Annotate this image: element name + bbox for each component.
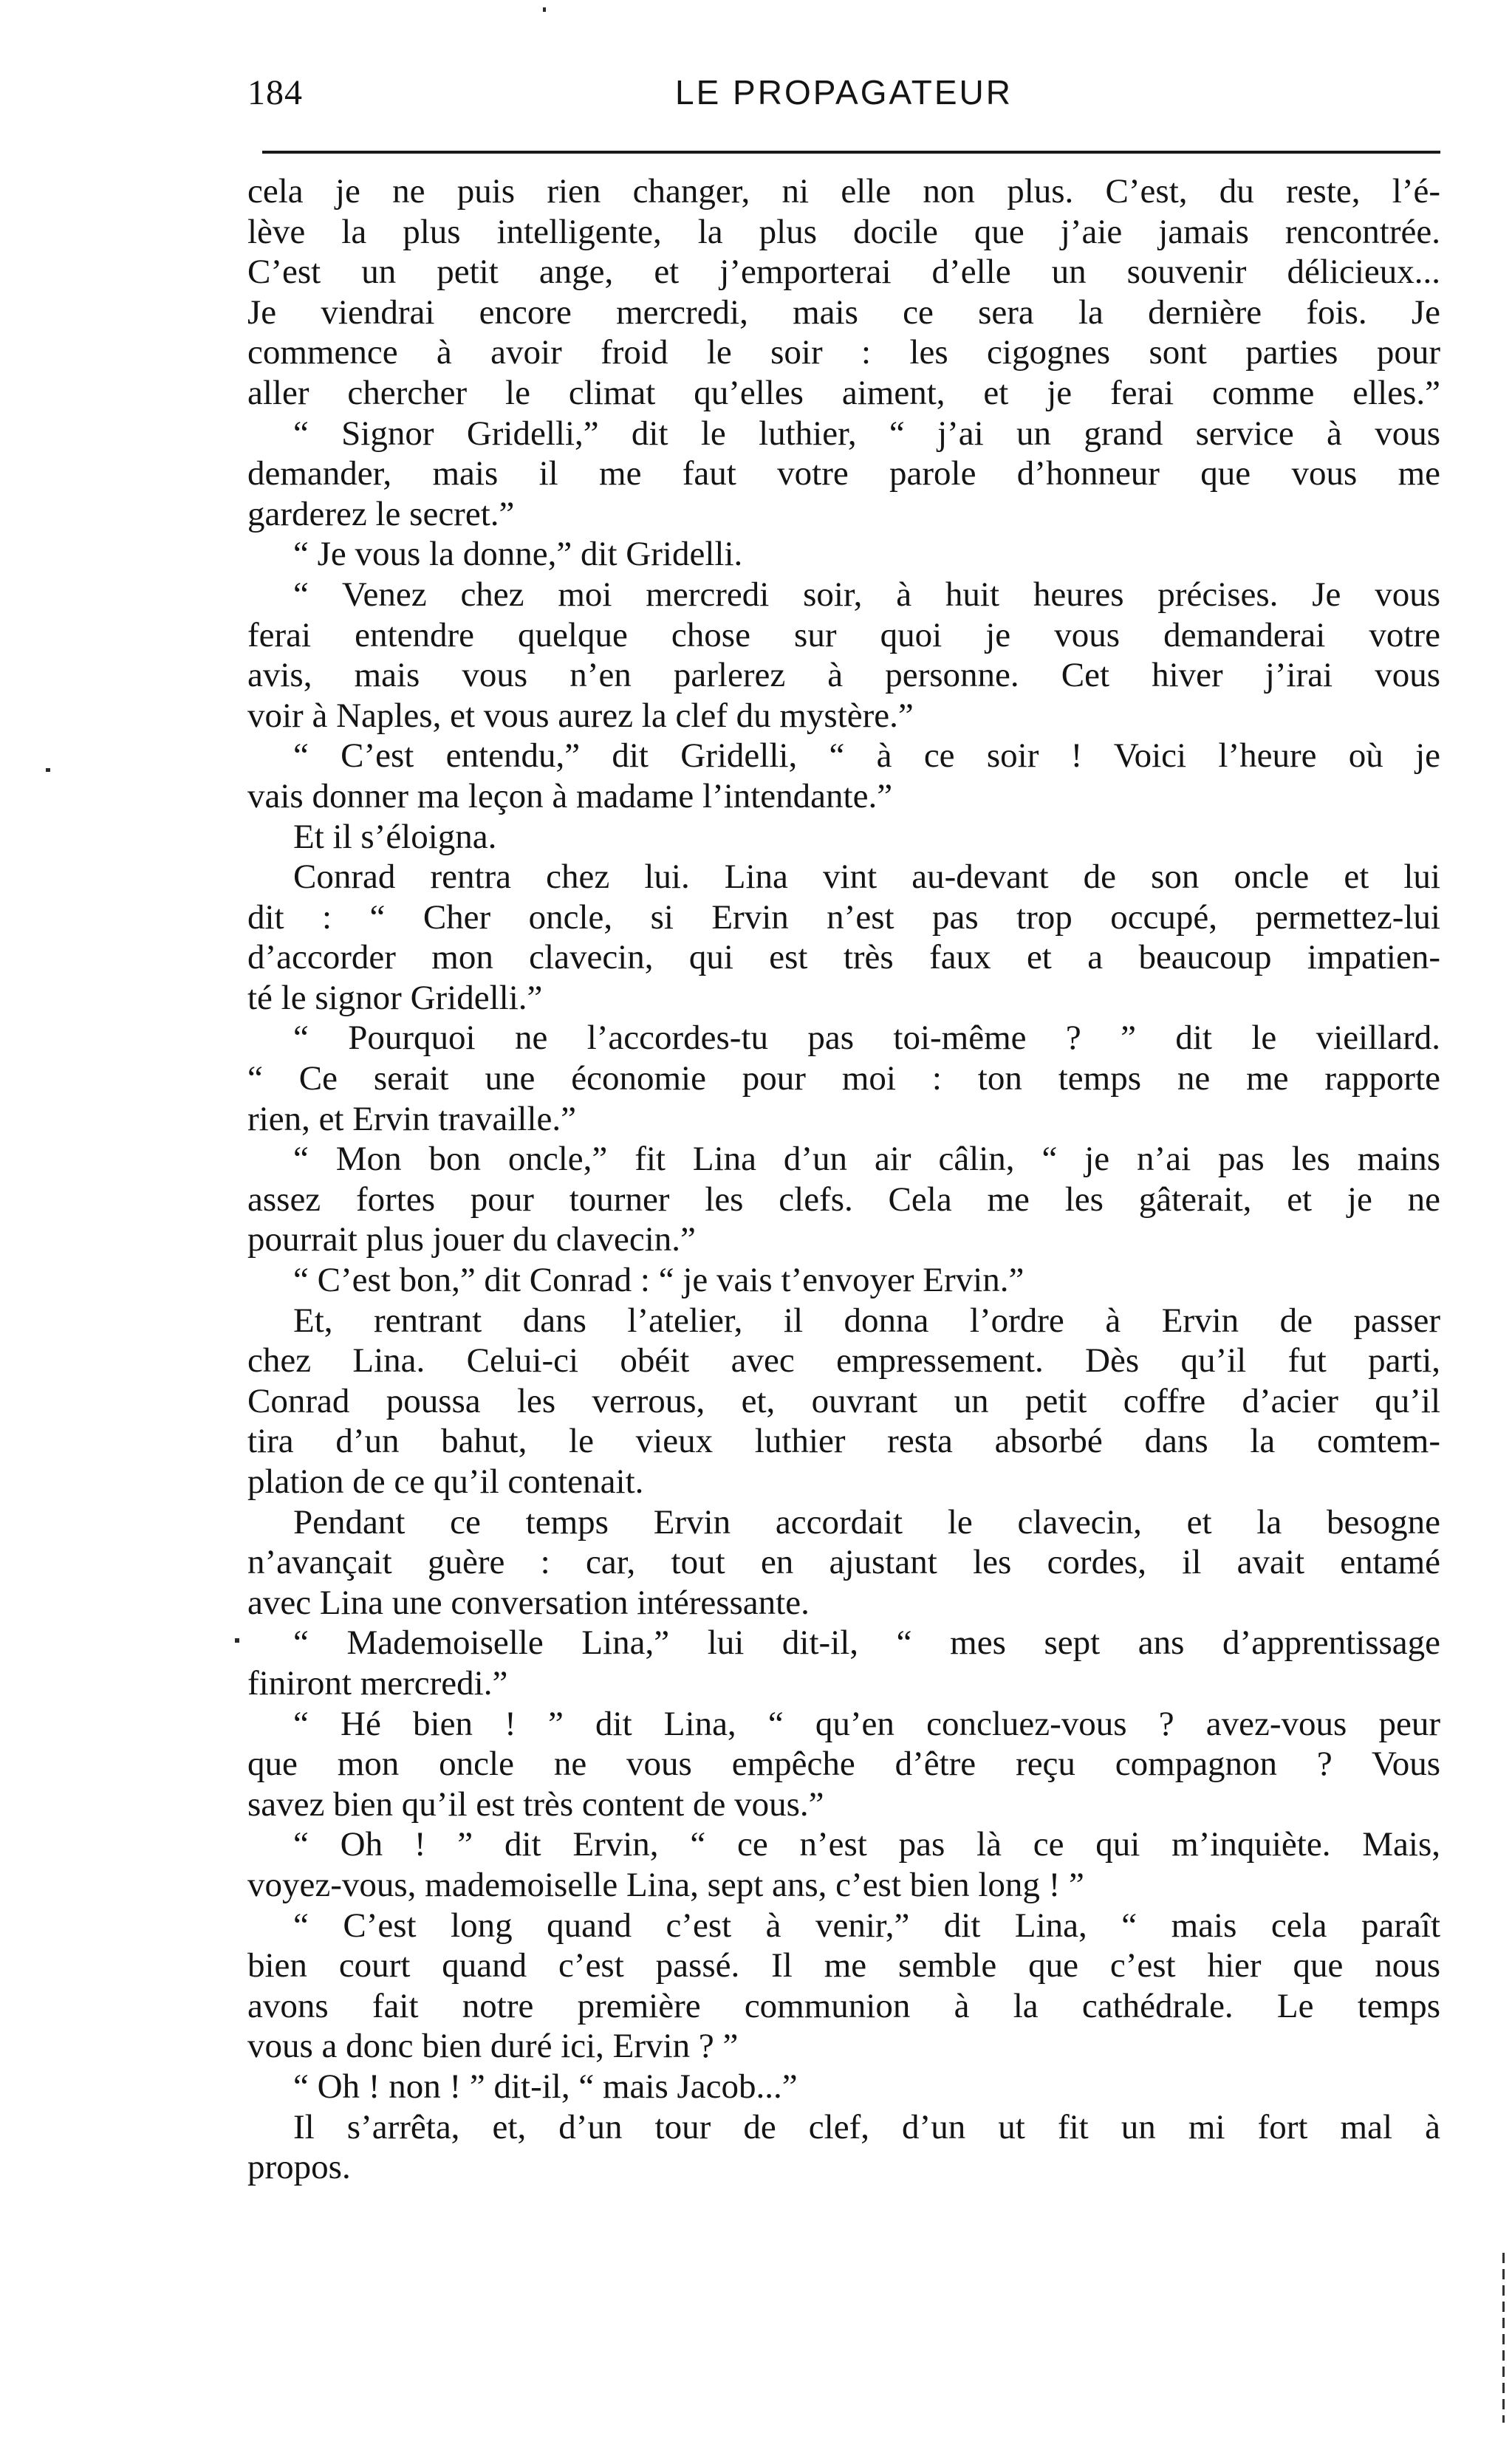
text-line: avons fait notre première communion à la cathédrale. Le temps <box>247 1986 1440 2025</box>
text-line: “ Ce serait une économie pour moi : ton temps ne me rapporte <box>247 1059 1440 1098</box>
text-line: propos. <box>247 2148 351 2187</box>
text-line: tira d’un bahut, le vieux luthier resta absorbé dans la comtem- <box>247 1422 1440 1461</box>
text-line: vous a donc bien duré ici, Ervin ? ” <box>247 2027 739 2066</box>
text-line: “ Je vous la donne,” dit Gridelli. <box>293 535 743 574</box>
text-line: bien court quand c’est passé. Il me semble que c’est hier que nous <box>247 1946 1440 1985</box>
text-line: Conrad rentra chez lui. Lina vint au-devant de son oncle et lui <box>293 858 1440 897</box>
text-line: plation de ce qu’il contenait. <box>247 1462 644 1501</box>
text-line: té le signor Gridelli.” <box>247 978 543 1017</box>
text-line: vais donner ma leçon à madame l’intendante.” <box>247 776 893 815</box>
text-line: Il s’arrêta, et, d’un tour de clef, d’un ut fit un mi fort mal à <box>293 2107 1440 2146</box>
text-line: avis, mais vous n’en parlerez à personne. Cet hiver j’irai vous <box>247 656 1440 695</box>
text-line: “ Oh ! ” dit Ervin, “ ce n’est pas là ce qui m’inquiète. Mais, <box>293 1825 1440 1864</box>
header-rule <box>262 151 1440 154</box>
text-line: ferai entendre quelque chose sur quoi je vous demanderai votre <box>247 615 1440 654</box>
print-speck <box>46 768 50 772</box>
text-line: Pendant ce temps Ervin accordait le clavecin, et la besogne <box>293 1502 1440 1541</box>
text-line: dit : “ Cher oncle, si Ervin n’est pas trop occupé, permettez-lui <box>247 897 1440 937</box>
body-text <box>247 171 1440 2188</box>
text-line: “ Hé bien ! ” dit Lina, “ qu’en concluez-vous ? avez-vous peur <box>293 1704 1440 1743</box>
text-line: “ C’est long quand c’est à venir,” dit Lina, “ mais cela paraît <box>293 1906 1440 1945</box>
text-line: “ C’est entendu,” dit Gridelli, “ à ce soir ! Voici l’heure où je <box>293 736 1440 776</box>
text-line: que mon oncle ne vous empêche d’être reçu compagnon ? Vous <box>247 1745 1440 1784</box>
text-line: cela je ne puis rien changer, ni elle non plus. C’est, du reste, l’é- <box>247 172 1440 211</box>
text-line: “ C’est bon,” dit Conrad : “ je vais t’envoyer Ervin.” <box>293 1261 1024 1300</box>
text-line: “ Oh ! non ! ” dit-il, “ mais Jacob...” <box>293 2067 798 2106</box>
text-line: lève la plus intelligente, la plus docile que j’aie jamais rencontrée. <box>247 212 1440 251</box>
text-line: Je viendrai encore mercredi, mais ce sera la dernière fois. Je <box>247 292 1440 332</box>
text-line: C’est un petit ange, et j’emporterai d’elle un souvenir délicieux... <box>247 253 1440 292</box>
text-line: chez Lina. Celui-ci obéit avec empressement. Dès qu’il fut parti, <box>247 1341 1440 1380</box>
print-speck <box>235 1638 239 1643</box>
text-line: voyez-vous, mademoiselle Lina, sept ans, c’est bien long ! ” <box>247 1865 1084 1904</box>
text-line: “ Venez chez moi mercredi soir, à huit heures précises. Je vous <box>293 575 1440 614</box>
text-line: “ Pourquoi ne l’accordes-tu pas toi-même ? ” dit le vieillard. <box>293 1019 1440 1058</box>
text-line: savez bien qu’il est très content de vous.” <box>247 1785 824 1824</box>
text-line: garderez le secret.” <box>247 494 515 533</box>
page-number: 184 <box>247 73 303 112</box>
page-header <box>247 65 1440 124</box>
text-line: demander, mais il me faut votre parole d’honneur que vous me <box>247 454 1440 493</box>
text-line: Et, rentrant dans l’atelier, il donna l’ordre à Ervin de passer <box>293 1301 1440 1340</box>
text-line: voir à Naples, et vous aurez la clef du mystère.” <box>247 696 914 735</box>
text-line: assez fortes pour tourner les clefs. Cela me les gâterait, et je ne <box>247 1180 1440 1219</box>
text-line: rien, et Ervin travaille.” <box>247 1099 576 1138</box>
text-line: Conrad poussa les verrous, et, ouvrant un petit coffre d’acier qu’il <box>247 1381 1440 1420</box>
print-speck <box>543 7 546 12</box>
text-line: “ Mon bon oncle,” fit Lina d’un air câlin, “ je n’ai pas les mains <box>293 1140 1440 1179</box>
text-line: “ Mademoiselle Lina,” lui dit-il, “ mes sept ans d’apprentissage <box>293 1623 1440 1663</box>
text-line: Et il s’éloigna. <box>293 817 497 856</box>
text-line: “ Signor Gridelli,” dit le luthier, “ j’ai un grand service à vous <box>293 414 1440 453</box>
text-line: commence à avoir froid le soir : les cigognes sont parties pour <box>247 333 1440 372</box>
text-line: avec Lina une conversation intéressante. <box>247 1583 810 1622</box>
text-line: aller chercher le climat qu’elles aiment, et je ferai comme elles.” <box>247 373 1440 412</box>
text-line: finiront mercredi.” <box>247 1663 508 1703</box>
scan-edge-mark <box>1502 2253 1505 2423</box>
text-line: d’accorder mon clavecin, qui est très faux et a beaucoup impatien- <box>247 938 1440 977</box>
running-head: LE PROPAGATEUR <box>675 73 1013 112</box>
text-line: pourrait plus jouer du clavecin.” <box>247 1220 696 1259</box>
text-line: n’avançait guère : car, tout en ajustant les cordes, il avait entamé <box>247 1543 1440 1582</box>
